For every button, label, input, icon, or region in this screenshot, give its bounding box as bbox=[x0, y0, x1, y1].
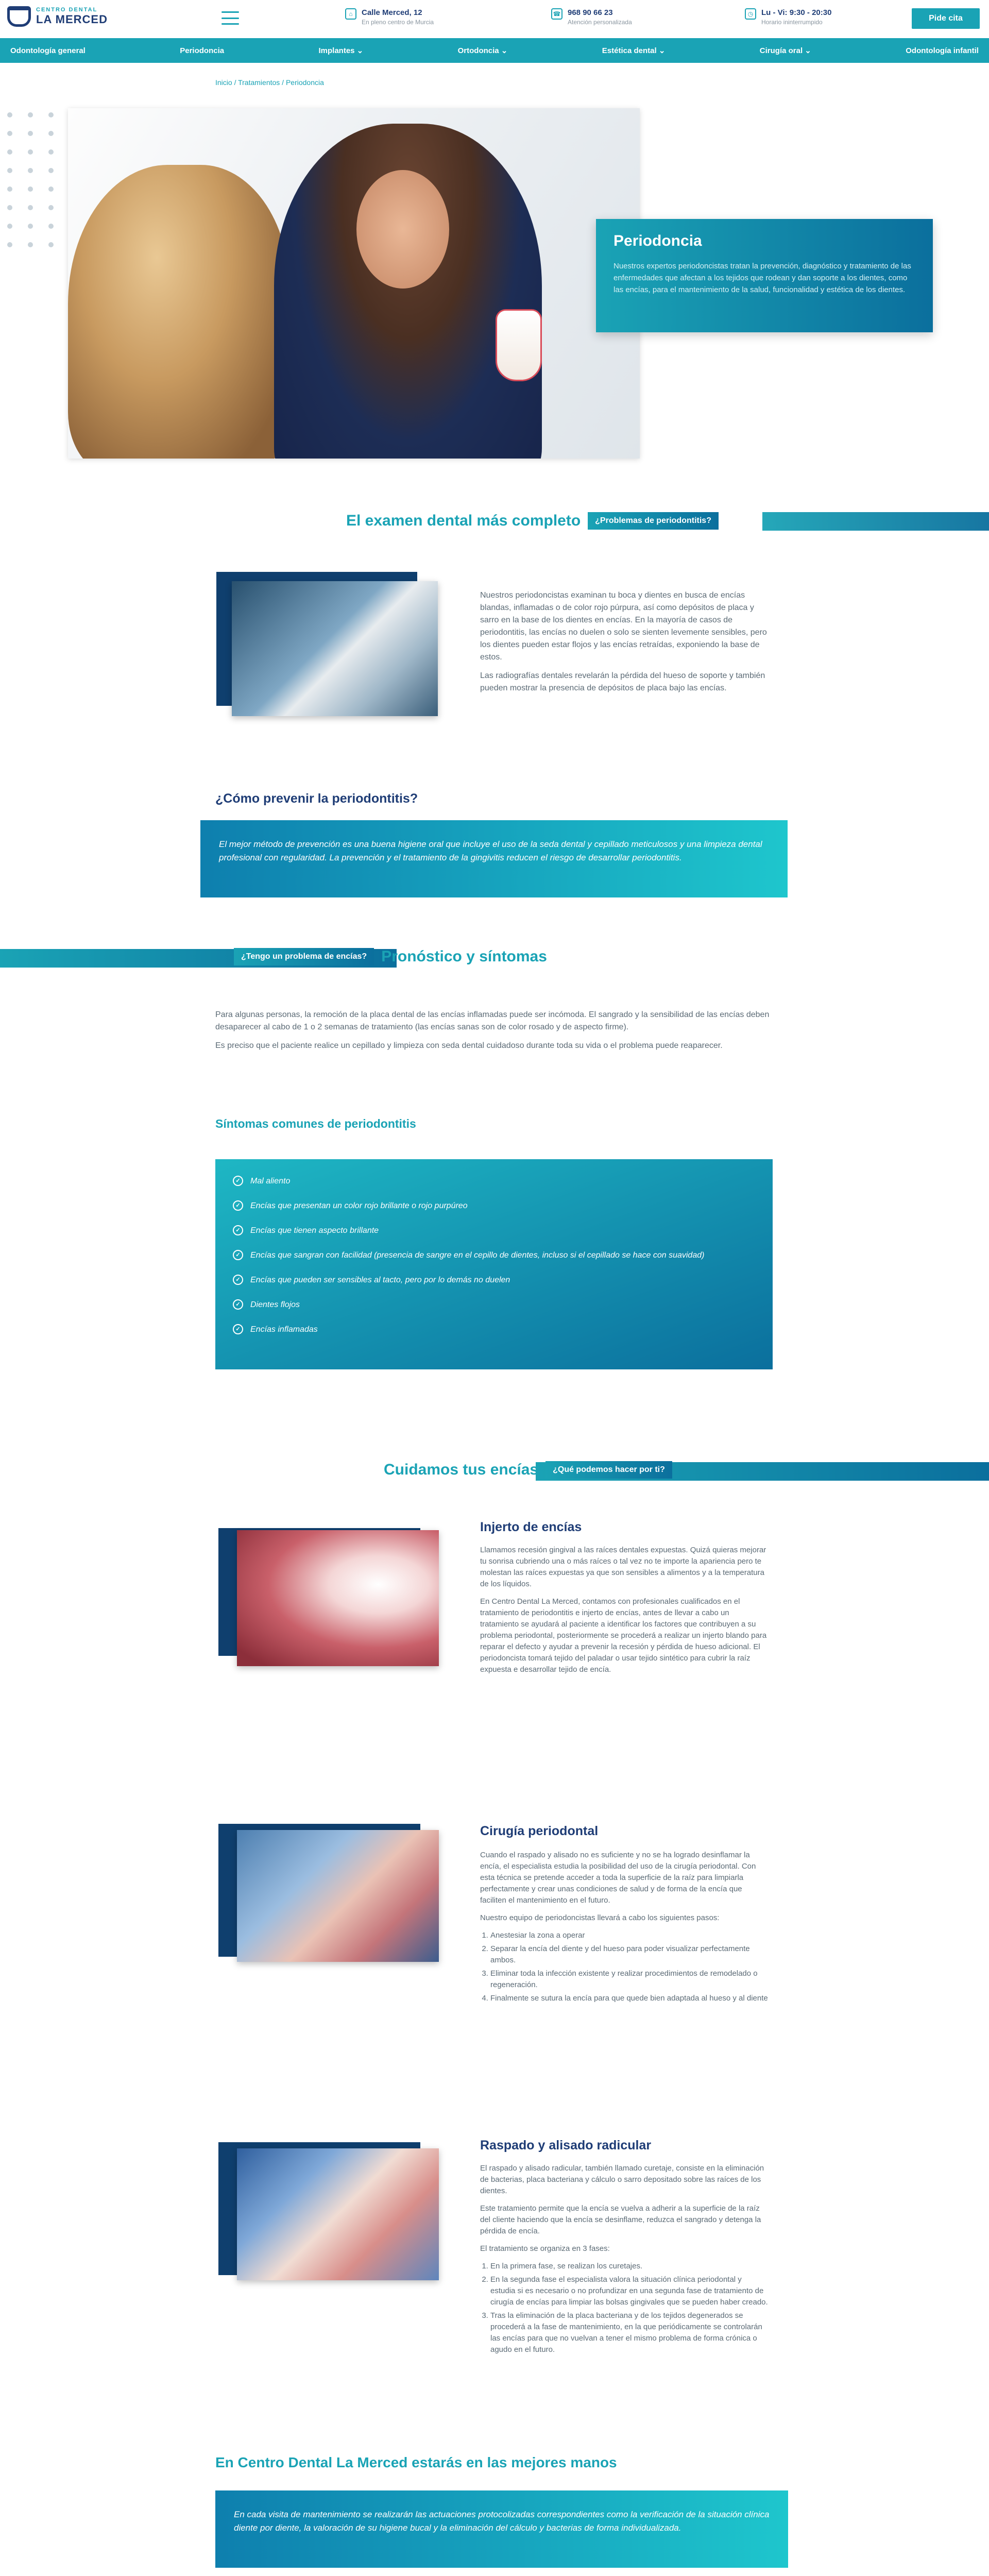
exam-p1: Nuestros periodoncistas examinan tu boca y dientes en busca de encías blandas, inflamadas o de color rojo púrpura, así como depósitos de placa y sarro en la base de los dientes en encías. En la mayoría de casos de periodontitis, las encías no duelen o solo se sienten levemente sensibles, pero los dientes pueden estar flojos y las encías retraídas, exponiendo la base de estos. bbox=[480, 591, 767, 662]
exam-p2: Las radiografías dentales revelarán la pérdida del hueso de soporte y también pueden mostrar la presencia de depósitos de placa bajo las encías. bbox=[480, 671, 765, 692]
symptom-text: Encías que pueden ser sensibles al tacto, pero por lo demás no duelen bbox=[250, 1276, 510, 1284]
list-item bbox=[233, 1324, 755, 1335]
scaling-steps bbox=[480, 2261, 769, 2355]
address-info bbox=[345, 8, 434, 26]
exam-text bbox=[480, 589, 769, 701]
address-text: Calle Merced, 12 bbox=[362, 8, 422, 17]
hours-text: Lu - Vi: 9:30 - 20:30 bbox=[761, 8, 832, 17]
hours-sub: Horario ininterrumpido bbox=[761, 19, 823, 26]
decorative-dots bbox=[7, 112, 76, 247]
prognosis-p1: Para algunas personas, la remoción de la placa dental de las encías inflamadas puede ser incómoda. El sangrado y la sensibilidad de las encías deben desaparecer al cabo de 1 o 2 semanas de tratamiento (las encías sanas son de color rosado y de aspecto firme). bbox=[215, 1010, 770, 1031]
main-nav bbox=[0, 38, 989, 63]
check-icon: ✓ bbox=[233, 1275, 243, 1285]
phone-info[interactable] bbox=[551, 8, 632, 26]
scaling-title: Raspado y alisado radicular bbox=[480, 2138, 652, 2153]
list-item: 2. Separar la encía del diente y del hueso para poder visualizar perfectamente ambos. bbox=[490, 1943, 769, 1966]
prognosis-tag: ¿Tengo un problema de encías? bbox=[234, 948, 374, 965]
gum-graft-image bbox=[237, 1530, 439, 1666]
phone-text[interactable]: 968 90 66 23 bbox=[568, 8, 613, 17]
nav-item-ortodoncia[interactable]: Ortodoncia ⌄ bbox=[457, 46, 508, 55]
top-header bbox=[0, 0, 989, 38]
page-title: Periodoncia bbox=[613, 232, 702, 249]
list-item bbox=[233, 1225, 755, 1236]
symptom-text: Encías que tienen aspecto brillante bbox=[250, 1226, 379, 1235]
scaling-p2: Este tratamiento permite que la encía se vuelva a adherir a la superficie de la raíz del cliente haciendo que la encía se desinflame, reduzca el sangrado y detenga la pérdida de encía. bbox=[480, 2204, 761, 2235]
breadcrumb[interactable]: Inicio / Tratamientos / Periodoncia bbox=[215, 78, 324, 87]
prevent-title: ¿Cómo prevenir la periodontitis? bbox=[215, 791, 418, 806]
care-title: Cuidamos tus encías bbox=[384, 1461, 539, 1478]
logo-tooth-icon bbox=[7, 6, 31, 27]
nav-item-estetica[interactable]: Estética dental ⌄ bbox=[602, 46, 666, 55]
nav-item-infantil[interactable]: Odontología infantil bbox=[906, 46, 979, 55]
list-item: 3. Eliminar toda la infección existente y realizar procedimientos de remodelado o regeneración. bbox=[490, 1968, 769, 1991]
symptom-text: Encías que sangran con facilidad (presencia de sangre en el cepillo de dientes, incluso si el cepillado se hace con suavidad) bbox=[250, 1251, 705, 1260]
nav-item-implantes[interactable]: Implantes ⌄ bbox=[318, 46, 364, 55]
logo-line2: LA MERCED bbox=[36, 13, 108, 26]
check-icon: ✓ bbox=[233, 1200, 243, 1211]
list-item: 3. Tras la eliminación de la placa bacteriana y de los tejidos degenerados se procederá a la fase de mantenimiento, en la que periódicamente se controlarán las encías para que no vuelvan a tener el mismo problema de forma crónica o agudo en el futuro. bbox=[490, 2310, 769, 2355]
symptoms-card bbox=[215, 1159, 773, 1369]
exam-heading bbox=[346, 512, 719, 530]
map-pin-icon: ⌂ bbox=[345, 8, 356, 20]
scaling-p3: El tratamiento se organiza en 3 fases: bbox=[480, 2244, 610, 2253]
scaling-p1: El raspado y alisado radicular, también llamado curetaje, consiste en la eliminación de bacterias, placa bacteriana y cálculo o sarro depositado sobre las raíces de los dientes. bbox=[480, 2164, 764, 2195]
address-sub: En pleno centro de Murcia bbox=[362, 19, 434, 26]
scaling-image bbox=[237, 2148, 439, 2280]
check-icon: ✓ bbox=[233, 1299, 243, 1310]
surgery-p2: Nuestro equipo de periodoncistas llevará a cabo los siguientes pasos: bbox=[480, 1913, 720, 1922]
symptom-text: Mal aliento bbox=[250, 1177, 291, 1185]
hero-text: Nuestros expertos periodoncistas tratan la prevención, diagnóstico y tratamiento de las enfermedades que afectan a los tejidos que rodean y dan soporte a los dientes, como las encías, para el mantenimiento de la salud, funcionalidad y estética de los dientes. bbox=[613, 262, 911, 294]
list-item bbox=[233, 1176, 755, 1187]
menu-icon[interactable] bbox=[221, 11, 239, 25]
symptom-text: Dientes flojos bbox=[250, 1300, 300, 1309]
exam-title: El examen dental más completo bbox=[346, 512, 581, 529]
prognosis-heading bbox=[234, 948, 547, 965]
prevent-quote: El mejor método de prevención es una buena higiene oral que incluye el uso de la seda dental y cepillado meticulosos y una limpieza dental profesional con regularidad. La prevención y el tratamiento de la gingivitis reducen el riesgo de desarrollar periodontitis. bbox=[200, 820, 788, 897]
clock-icon: ◷ bbox=[745, 8, 756, 20]
nav-item-periodoncia[interactable]: Periodoncia bbox=[180, 46, 225, 55]
exam-bar bbox=[762, 512, 989, 531]
care-heading bbox=[384, 1461, 672, 1479]
check-icon: ✓ bbox=[233, 1176, 243, 1186]
check-icon: ✓ bbox=[233, 1250, 243, 1260]
check-icon: ✓ bbox=[233, 1225, 243, 1235]
symptom-text: Encías inflamadas bbox=[250, 1325, 318, 1334]
hands-quote: En cada visita de mantenimiento se realizarán las actuaciones protocolizadas correspondientes como la verificación de la situación clínica diente por diente, la valoración de su higiene bucal y la eliminación del cálculo y bacterias de forma individualizada. bbox=[215, 2490, 788, 2568]
prognosis-p2: Es preciso que el paciente realice un cepillado y limpieza con seda dental cuidadoso durante toda su vida o el problema puede reaparecer. bbox=[215, 1041, 723, 1050]
prognosis-title: Pronóstico y síntomas bbox=[381, 948, 547, 965]
care-tag: ¿Qué podemos hacer por ti? bbox=[545, 1461, 672, 1479]
nav-item-cirugia[interactable]: Cirugía oral ⌄ bbox=[759, 46, 811, 55]
logo-line1: CENTRO DENTAL bbox=[36, 7, 98, 13]
surgery-image bbox=[237, 1830, 439, 1962]
phone-icon: ☎ bbox=[551, 8, 562, 20]
graft-text bbox=[480, 1545, 769, 1682]
list-item: 1. En la primera fase, se realizan los curetajes. bbox=[490, 2261, 769, 2272]
exam-tag: ¿Problemas de periodontitis? bbox=[588, 512, 719, 530]
surgery-text bbox=[480, 1850, 769, 2006]
list-item: 2. En la segunda fase el especialista valora la situación clínica periodontal y estudia si es necesario o no profundizar en una segunda fase de tratamiento de cirugía de encías para limpiar las bolsas gingivales que se pueden haber creado. bbox=[490, 2274, 769, 2308]
list-item bbox=[233, 1250, 755, 1261]
book-appointment-button[interactable]: Pide cita bbox=[912, 8, 980, 29]
prognosis-text bbox=[215, 1009, 777, 1058]
symptoms-title: Síntomas comunes de periodontitis bbox=[215, 1117, 416, 1130]
hero-card bbox=[596, 219, 933, 332]
list-item: 4. Finalmente se sutura la encía para que quede bien adaptada al hueso y al diente bbox=[490, 1993, 769, 2004]
symptom-text: Encías que presentan un color rojo brillante o rojo purpúreo bbox=[250, 1201, 468, 1210]
list-item bbox=[233, 1299, 755, 1311]
hero-image bbox=[68, 108, 640, 459]
list-item bbox=[233, 1200, 755, 1212]
graft-p1: Llamamos recesión gingival a las raíces dentales expuestas. Quizá quieras mejorar tu sonrisa cubriendo una o más raíces o tal vez no te importe la apariencia pero te molestan las raíces expuestas ya que son sensibles a alimentos y a la temperatura de los líquidos. bbox=[480, 1546, 766, 1588]
surgery-title: Cirugía periodontal bbox=[480, 1824, 599, 1838]
list-item: 1. Anestesiar la zona a operar bbox=[490, 1930, 769, 1941]
surgery-p1: Cuando el raspado y alisado no es suficiente y no se ha logrado desinflamar la encía, el especialista estudia la posibilidad del uso de la cirugía periodontal. Con esta técnica se pretende acceder a toda la superficie de la raíz para limpiarla perfectamente y crear unas condiciones de salud y de forma de la encía que faciliten el mantenimiento en el futuro. bbox=[480, 1851, 756, 1905]
logo[interactable] bbox=[7, 6, 108, 27]
hands-title: En Centro Dental La Merced estarás en las mejores manos bbox=[215, 2454, 617, 2470]
nav-item-general[interactable]: Odontología general bbox=[10, 46, 86, 55]
phone-sub: Atención personalizada bbox=[568, 19, 632, 26]
hours-info bbox=[745, 8, 831, 26]
list-item bbox=[233, 1275, 755, 1286]
check-icon: ✓ bbox=[233, 1324, 243, 1334]
xray-image bbox=[232, 581, 438, 716]
graft-p2: En Centro Dental La Merced, contamos con profesionales cualificados en el tratamiento de periodontitis e injerto de encías, antes de llevar a cabo un tratamiento se ayudará al paciente a identificar los factores que contribuyen a su problema periodontal, posteriormente se procederá a realizar un injerto blando para reparar el defecto y ayudar a prevenir la recesión y pérdida de hueso adicional. El periodoncista tomará tejido del paladar o usar tejido sintético para cubrir la raíz expuesta e desarrollar tejido de encía. bbox=[480, 1597, 767, 1674]
scaling-text bbox=[480, 2163, 769, 2358]
surgery-steps bbox=[480, 1930, 769, 2004]
graft-title: Injerto de encías bbox=[480, 1520, 582, 1534]
